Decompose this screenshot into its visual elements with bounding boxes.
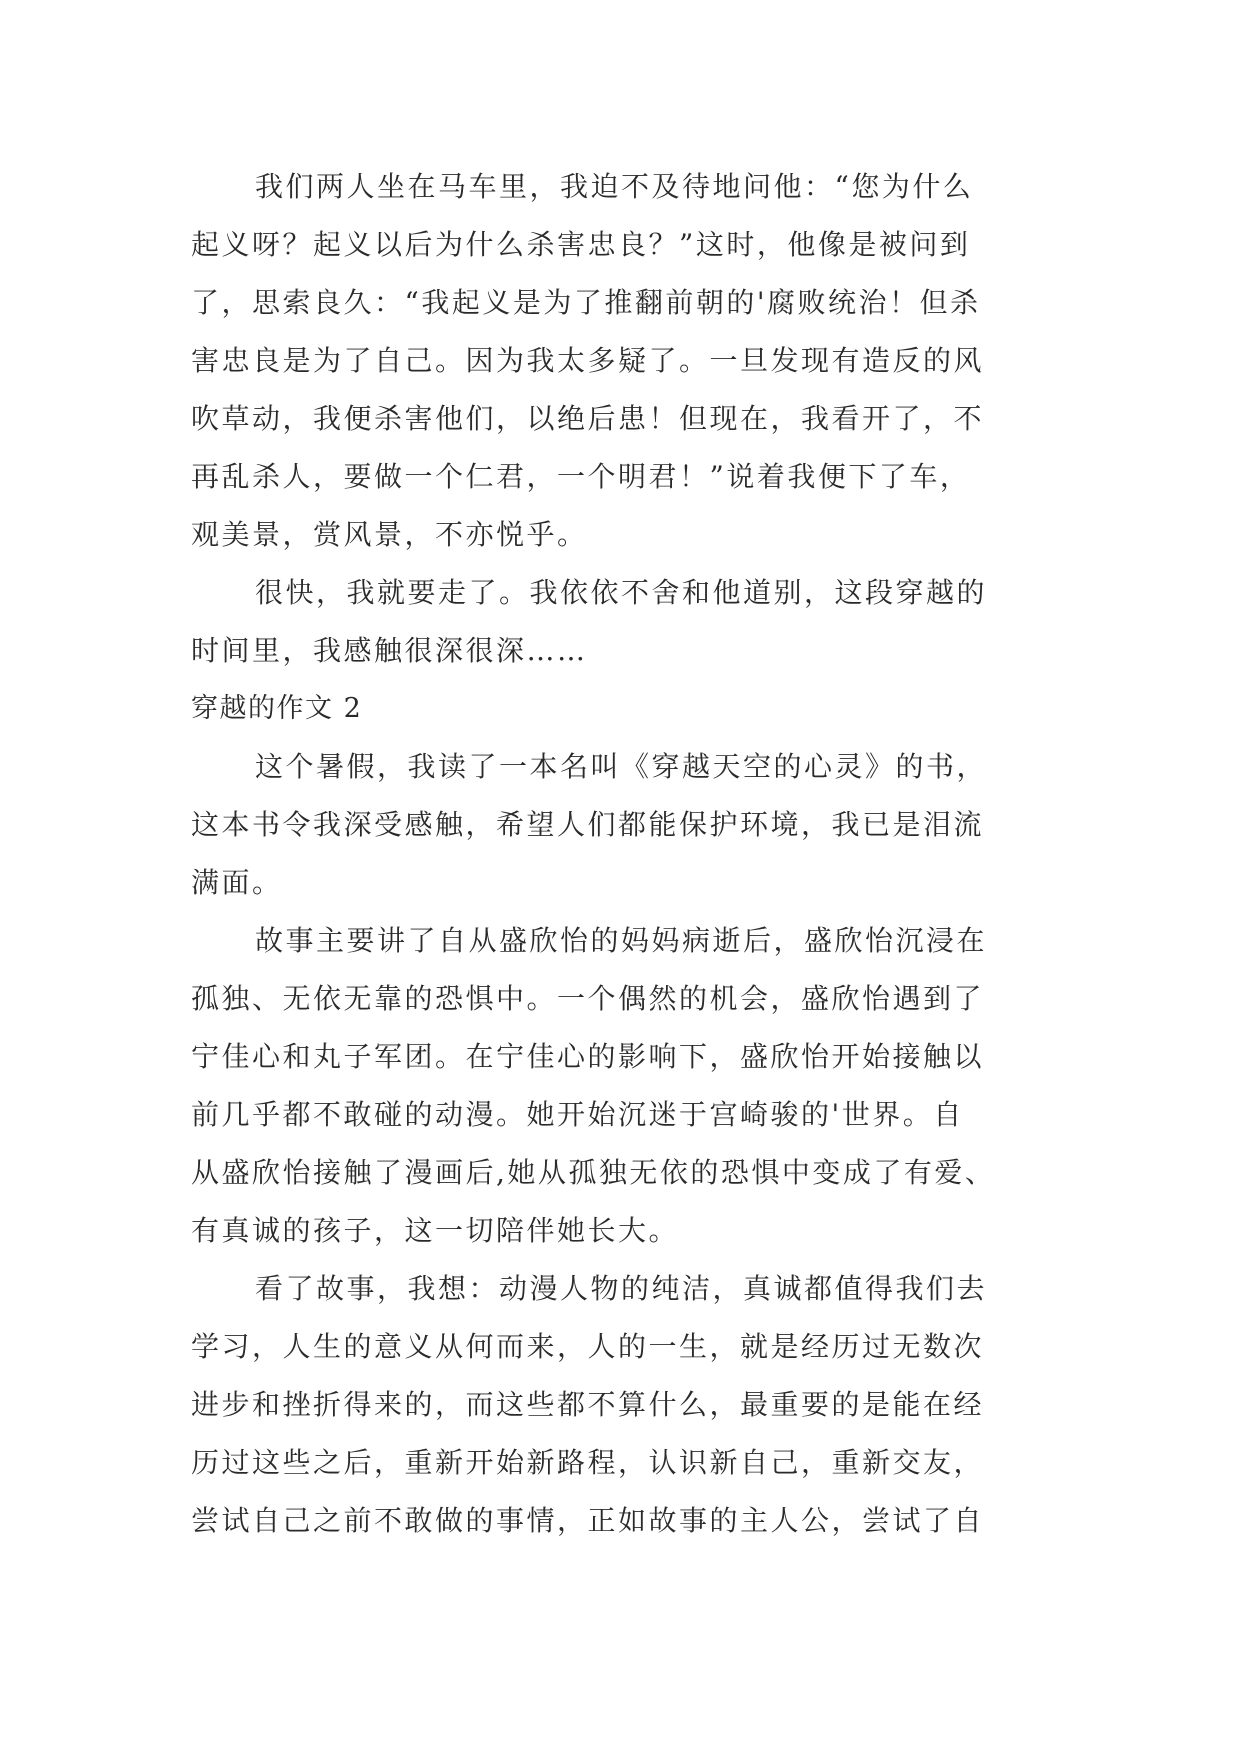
text-line: 故事主要讲了自从盛欣怡的妈妈病逝后，盛欣怡沉浸在 — [255, 924, 988, 957]
text-line: 吹草动，我便杀害他们，以绝后患！但现在，我看开了，不 — [191, 402, 985, 435]
text-line: 我们两人坐在马车里，我迫不及待地问他：“您为什么 — [255, 170, 974, 203]
text-line: 很快，我就要走了。我依依不舍和他道别，这段穿越的 — [255, 576, 988, 609]
paragraph — [191, 738, 1051, 912]
text-line: 时间里，我感触很深很深…… — [191, 634, 588, 667]
text-line: 再乱杀人，要做一个仁君，一个明君！”说着我便下了车， — [191, 460, 971, 493]
text-line: 观美景，赏风景，不亦悦乎。 — [191, 518, 588, 551]
text-line: 前几乎都不敢碰的动漫。她开始沉迷于宫崎骏的'世界。自 — [191, 1098, 964, 1131]
paragraph — [191, 912, 1051, 1260]
text-line: 进步和挫折得来的，而这些都不算什么，最重要的是能在经 — [191, 1388, 985, 1421]
section-heading: 穿越的作文 2 — [191, 693, 363, 724]
paragraph — [191, 158, 1051, 564]
text-line: 孤独、无依无靠的恐惧中。一个偶然的机会，盛欣怡遇到了 — [191, 982, 985, 1015]
paragraph — [191, 1260, 1051, 1550]
text-line: 尝试自己之前不敢做的事情，正如故事的主人公，尝试了自 — [191, 1504, 985, 1537]
text-line: 学习，人生的意义从何而来，人的一生，就是经历过无数次 — [191, 1330, 985, 1363]
text-line: 历过这些之后，重新开始新路程，认识新自己，重新交友， — [191, 1446, 985, 1479]
text-line: 这个暑假，我读了一本名叫《穿越天空的心灵》的书， — [255, 750, 988, 783]
text-line: 这本书令我深受感触，希望人们都能保护环境，我已是泪流 — [191, 808, 985, 841]
text-line: 宁佳心和丸子军团。在宁佳心的影响下，盛欣怡开始接触以 — [191, 1040, 985, 1073]
text-line: 满面。 — [191, 866, 283, 899]
text-line: 了，思索良久：“我起义是为了推翻前朝的'腐败统治！但杀 — [191, 286, 981, 319]
text-line: 起义呀？起义以后为什么杀害忠良？”这时，他像是被问到 — [191, 228, 971, 261]
text-line: 看了故事，我想：动漫人物的纯洁，真诚都值得我们去 — [255, 1272, 988, 1305]
paragraph — [191, 564, 1051, 680]
text-line: 害忠良是为了自己。因为我太多疑了。一旦发现有造反的风 — [191, 344, 985, 377]
text-line: 有真诚的孩子，这一切陪伴她长大。 — [191, 1214, 680, 1247]
document-page — [191, 158, 1051, 1550]
text-line: 从盛欣怡接触了漫画后,她从孤独无依的恐惧中变成了有爱、 — [191, 1156, 996, 1189]
